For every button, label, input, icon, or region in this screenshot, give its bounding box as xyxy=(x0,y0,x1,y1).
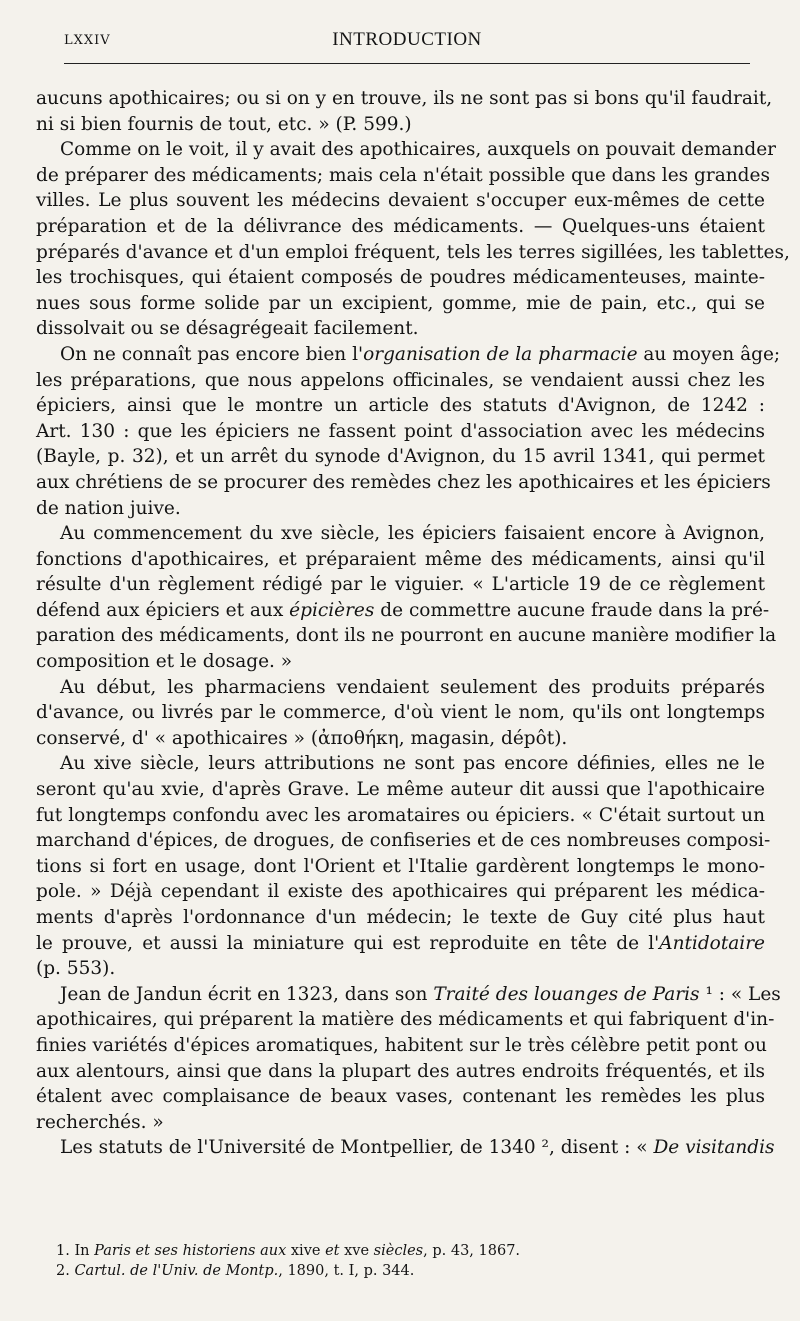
footnotes xyxy=(56,1241,756,1281)
text-line: composition et le dosage. » xyxy=(36,651,293,673)
text-line: conservé, d' « apothicaires » (ἀποθήκη, magasin, dépôt). xyxy=(36,727,568,749)
text-line: dissolvait ou se désagrégeait facilement. xyxy=(36,318,419,340)
text-line: paration des médicaments, dont ils ne pourront en aucune manière modifier la xyxy=(36,625,777,647)
italic-term: Traité des louanges de Paris xyxy=(433,983,700,1005)
text-line: finies variétés d'épices aromatiques, habitent sur le très célèbre petit pont ou xyxy=(36,1034,767,1056)
text-line: résulte d'un règlement rédigé par le viguier. « L'article 19 de ce règlement xyxy=(36,574,765,596)
footnote-1: 1. In Paris et ses historiens aux xive et xve siècles, p. 43, 1867. xyxy=(56,1243,521,1259)
footnote-2: 2. Cartul. de l'Univ. de Montp., 1890, t. I, p. 344. xyxy=(56,1263,415,1279)
text-line: les préparations, que nous appelons officinales, se vendaient aussi chez les xyxy=(36,369,765,391)
text-line: tions si fort en usage, dont l'Orient et l'Italie gardèrent longtemps le mono- xyxy=(36,855,765,877)
text-line: aucuns apothicaires; ou si on y en trouve, ils ne sont pas si bons qu'il faudrait, xyxy=(36,88,773,109)
text-line: fut longtemps confondu avec les aromataires ou épiciers. « C'était surtout un xyxy=(36,804,765,826)
text-line: fonctions d'apothicaires, et préparaient même des médicaments, ainsi qu'il xyxy=(36,548,765,570)
italic-term: épicières xyxy=(289,599,375,621)
text-line: préparés d'avance et d'un emploi fréquent, tels les terres sigillées, les tablettes, xyxy=(36,241,790,263)
text-line: ments d'après l'ordonnance d'un médecin; le texte de Guy cité plus haut xyxy=(36,907,765,928)
text-line: Art. 130 : que les épiciers ne fassent point d'association avec les médecins xyxy=(36,420,765,442)
italic-term: Antidotaire xyxy=(659,932,765,954)
text-line: aux chrétiens de se procurer des remèdes chez les apothicaires et les épiciers xyxy=(36,471,771,493)
text-line: marchand d'épices, de drogues, de confiseries et de ces nombreuses composi- xyxy=(36,830,771,852)
body-text xyxy=(36,86,790,1161)
italic-term: De visitandis xyxy=(653,1137,775,1159)
italic-term: organisation de la pharmacie xyxy=(363,343,638,365)
running-title: INTRODUCTION xyxy=(332,29,482,50)
header-rule xyxy=(64,63,750,64)
text-line: On ne connaît pas encore bien l'organisation de la pharmacie au moyen âge; xyxy=(60,343,781,365)
text-line: Jean de Jandun écrit en 1323, dans son Traité des louanges de Paris ¹ : « Les xyxy=(60,983,781,1005)
text-line: le prouve, et aussi la miniature qui est reproduite en tête de l'Antidotaire xyxy=(36,932,765,954)
text-line: étalent avec complaisance de beaux vases, contenant les remèdes les plus xyxy=(36,1086,765,1108)
text-line: Au début, les pharmaciens vendaient seulement des produits préparés xyxy=(60,676,765,698)
text-line: Au xive siècle, leurs attributions ne sont pas encore définies, elles ne le xyxy=(60,753,765,775)
text-line: seront qu'au xvie, d'après Grave. Le même auteur dit aussi que l'apothicaire xyxy=(36,779,765,801)
text-line: ni si bien fournis de tout, etc. » (P. 599.) xyxy=(36,113,412,135)
text-line: Comme on le voit, il y avait des apothicaires, auxquels on pouvait demander xyxy=(60,139,776,161)
text-line: Au commencement du xve siècle, les épiciers faisaient encore à Avignon, xyxy=(60,523,765,545)
text-line: recherchés. » xyxy=(36,1111,164,1133)
running-head xyxy=(64,29,750,55)
text-line: les trochisques, qui étaient composés de poudres médicamenteuses, mainte- xyxy=(36,267,765,289)
text-line: (p. 553). xyxy=(36,958,116,980)
text-line: villes. Le plus souvent les médecins devaient s'occuper eux-mêmes de cette xyxy=(36,190,765,212)
text-line: de nation juive. xyxy=(36,497,181,519)
text-line: défend aux épiciers et aux épicières de commettre aucune fraude dans la pré- xyxy=(36,599,770,621)
text-line: pole. » Déjà cependant il existe des apothicaires qui préparent les médica- xyxy=(36,881,765,903)
text-line: (Bayle, p. 32), et un arrêt du synode d'Avignon, du 15 avril 1341, qui permet xyxy=(36,446,765,468)
text-line: épiciers, ainsi que le montre un article des statuts d'Avignon, de 1242 : xyxy=(36,395,765,417)
text-line: de préparer des médicaments; mais cela n'était possible que dans les grandes xyxy=(36,164,770,186)
text-line: d'avance, ou livrés par le commerce, d'où vient le nom, qu'ils ont longtemps xyxy=(36,702,765,724)
text-line: nues sous forme solide par un excipient, gomme, mie de pain, etc., qui se xyxy=(36,292,765,314)
text-line: préparation et de la délivrance des médicaments. — Quelques-uns étaient xyxy=(36,215,765,237)
text-line: apothicaires, qui préparent la matière des médicaments et qui fabriquent d'in- xyxy=(36,1009,775,1031)
text-line: aux alentours, ainsi que dans la plupart des autres endroits fréquentés, et ils xyxy=(36,1060,765,1082)
page-number: LXXIV xyxy=(64,33,111,48)
text-line: Les statuts de l'Université de Montpellier, de 1340 ², disent : « De visitandis xyxy=(60,1137,775,1159)
